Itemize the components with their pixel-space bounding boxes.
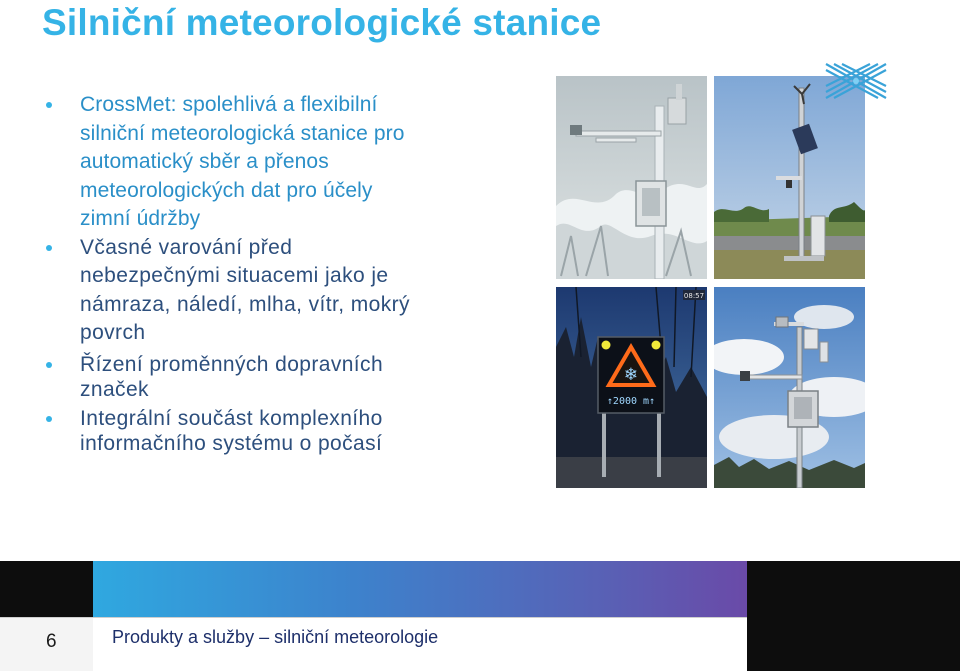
bullet-dot-icon	[46, 245, 52, 251]
bullet-text-2: Včasné varování před nebezpečnými situacemi jako je námraza, náledí, mlha, vítr, mokrý povrch	[80, 235, 410, 344]
frosted-station-image	[556, 76, 707, 279]
page-number: 6	[46, 631, 57, 652]
bullet-dot-icon	[46, 416, 52, 422]
bullet-dot-icon	[46, 362, 52, 368]
photo-sensor-station	[714, 287, 865, 488]
sign-distance: ↑2000 m↑	[606, 396, 656, 407]
bullet-item-4	[46, 406, 516, 456]
bullet-item-3	[46, 352, 516, 402]
bullet-item-2	[46, 234, 516, 348]
bullet-text-1: CrossMet: spolehlivá a flexibilní silniční meteorologická stanice pro automatický sběr a přenos meteorologických dat pro účely zimní údržby	[80, 93, 405, 230]
solar-station-image	[714, 76, 865, 279]
photo-solar-station	[714, 76, 865, 279]
registered-mark: ®	[909, 21, 917, 32]
sign-timestamp: 08:57	[683, 292, 705, 300]
photo-frosted-station	[556, 76, 707, 279]
variable-sign-image	[556, 287, 707, 488]
cross-logo-mark-icon	[820, 60, 892, 102]
bullet-text-4: Integrální součást komplexního informačního systému o počasí	[80, 406, 383, 455]
footer-text: Produkty a služby – silniční meteorologie	[112, 627, 439, 647]
sensor-station-image	[714, 287, 865, 488]
footer-logo-block	[747, 561, 960, 671]
slide-footer	[0, 561, 960, 671]
snowflake-icon: ❄	[623, 365, 639, 385]
slide-title: Silniční meteorologické stanice	[42, 2, 602, 43]
photo-variable-sign	[556, 287, 707, 488]
bullet-item-1	[46, 91, 516, 234]
bullet-text-3: Řízení proměnných dopravních značek	[80, 352, 384, 401]
cross-logo-text: cross	[803, 19, 904, 58]
bullet-dot-icon	[46, 102, 52, 108]
bullet-list	[46, 91, 516, 456]
